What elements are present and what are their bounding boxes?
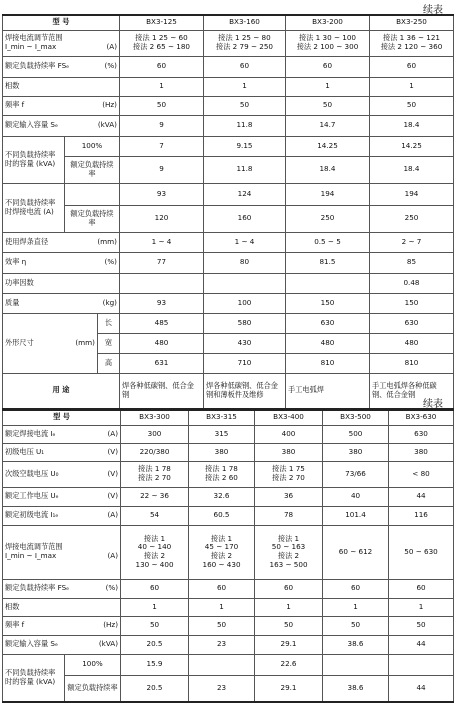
table-cell xyxy=(389,654,454,675)
table-cell: 1 ~ 4 xyxy=(120,232,204,252)
table-row xyxy=(3,616,454,635)
table-row xyxy=(3,506,454,525)
table-cell: 接法 1 50 ~ 163 接法 2 163 ~ 500 xyxy=(255,525,323,579)
table-row xyxy=(3,425,454,443)
table-cell: 116 xyxy=(389,506,454,525)
table-cell: 22 ~ 36 xyxy=(121,487,189,506)
table-cell: 60 xyxy=(323,579,389,598)
row-label: 额定负载持续率 FSₑ xyxy=(5,583,70,593)
sub-label: 长 xyxy=(98,313,120,333)
table-cell: 50 xyxy=(370,96,454,115)
unit-label: (V) xyxy=(107,446,119,456)
row-label: 用 途 xyxy=(3,373,120,409)
row-label: 频率 f xyxy=(5,100,25,110)
table-cell xyxy=(204,273,286,293)
model-name: BX3-400 xyxy=(255,410,323,425)
row-label: 使用焊条直径 xyxy=(5,236,49,246)
table-cell: 1 xyxy=(204,77,286,96)
table-cell: 101.4 xyxy=(323,506,389,525)
table-row xyxy=(3,293,454,313)
table-cell: 810 xyxy=(286,353,370,373)
table-cell: 81.5 xyxy=(286,252,370,273)
row-label: 相数 xyxy=(3,77,120,96)
table-cell: 85 xyxy=(370,252,454,273)
table-cell: 1 xyxy=(286,77,370,96)
table-cell: 1 xyxy=(120,77,204,96)
table-cell: 18.4 xyxy=(286,156,370,183)
table-row xyxy=(3,373,454,409)
table-row xyxy=(3,654,454,675)
model-name: BX3-500 xyxy=(323,410,389,425)
row-label: 次级空载电压 U₀ xyxy=(5,468,59,478)
row-label: 外形尺寸 xyxy=(5,337,34,347)
table-cell: 接法 1 30 ~ 100 接法 2 100 ~ 300 xyxy=(286,30,370,56)
table-cell: 78 xyxy=(255,506,323,525)
table-cell: 接法 1 25 ~ 60 接法 2 65 ~ 180 xyxy=(120,30,204,56)
table-cell: 9.15 xyxy=(204,136,286,156)
model-name: BX3-315 xyxy=(189,410,255,425)
table-cell xyxy=(286,273,370,293)
table-cell: 接法 1 25 ~ 80 接法 2 79 ~ 250 xyxy=(204,30,286,56)
model-name: BX3-630 xyxy=(389,410,454,425)
table-cell: 1 xyxy=(323,598,389,616)
table-row xyxy=(3,273,454,293)
table-cell: 73/66 xyxy=(323,461,389,487)
sub-label: 额定负载持续率 xyxy=(65,156,120,183)
table-row xyxy=(3,410,454,425)
row-label: 初级电压 U₁ xyxy=(5,446,45,456)
table-row xyxy=(3,579,454,598)
table-cell: 430 xyxy=(204,333,286,353)
table-cell: 9 xyxy=(120,115,204,136)
table-cell: 38.6 xyxy=(323,675,389,702)
unit-label: (A) xyxy=(107,428,119,438)
table-cell: 1 xyxy=(121,598,189,616)
table-row xyxy=(3,598,454,616)
range-label-line2: I_min ~ I_max xyxy=(5,551,57,560)
continued-label: 续表 xyxy=(423,399,443,410)
table-cell: 220/380 xyxy=(121,443,189,461)
table-cell: 32.6 xyxy=(189,487,255,506)
row-label: 额定焊接电流 Iₑ xyxy=(5,428,56,438)
unit-label: (Hz) xyxy=(102,100,117,110)
table-cell: 50 xyxy=(255,616,323,635)
table-cell: 14.7 xyxy=(286,115,370,136)
table-cell: 18.4 xyxy=(370,115,454,136)
row-label: 额定负载持续率 FSₑ xyxy=(5,61,70,71)
table-row xyxy=(3,525,454,579)
table-cell: 380 xyxy=(189,443,255,461)
table-cell: 50 xyxy=(389,616,454,635)
table-cell: 接法 1 78 接法 2 70 xyxy=(121,461,189,487)
table-row xyxy=(3,205,454,232)
table-cell: 23 xyxy=(189,675,255,702)
table-cell: 60 xyxy=(389,579,454,598)
table-row xyxy=(3,635,454,654)
table-cell: 0.5 ~ 5 xyxy=(286,232,370,252)
unit-label: (kg) xyxy=(102,297,117,307)
table-cell: 60 xyxy=(255,579,323,598)
table-cell: 50 xyxy=(121,616,189,635)
table-cell: 50 xyxy=(204,96,286,115)
table-cell: 接法 1 75 接法 2 70 xyxy=(255,461,323,487)
row-label: 额定输入容量 Sₑ xyxy=(5,120,58,130)
unit-label: (V) xyxy=(107,468,119,478)
table-cell: 11.8 xyxy=(204,156,286,183)
table-cell: 380 xyxy=(323,443,389,461)
row-label: 不同负载持续率时焊接电流 (A) xyxy=(3,183,65,232)
table-cell: 60 xyxy=(189,579,255,598)
row-label: 相数 xyxy=(3,598,121,616)
table-cell: 36 xyxy=(255,487,323,506)
table-row xyxy=(3,56,454,77)
table-cell: 29.1 xyxy=(255,675,323,702)
table-cell: 315 xyxy=(189,425,255,443)
table-cell: 29.1 xyxy=(255,635,323,654)
range-label-line1: 焊接电流调节范围 xyxy=(5,33,63,43)
table-cell: 150 xyxy=(286,293,370,313)
table-cell: 20.5 xyxy=(121,635,189,654)
unit-label: (mm) xyxy=(97,236,117,246)
unit-label: (A) xyxy=(107,551,119,560)
table-row xyxy=(3,252,454,273)
header-model-label: 型 号 xyxy=(3,15,120,30)
table-cell: 630 xyxy=(389,425,454,443)
unit-label: (%) xyxy=(105,583,119,593)
table-cell: 40 xyxy=(323,487,389,506)
table-row xyxy=(3,30,454,56)
table-cell: 480 xyxy=(370,333,454,353)
table-cell: 300 xyxy=(121,425,189,443)
table-cell: 手工电弧焊各种低碳钢、低合金钢 xyxy=(370,373,454,409)
table-cell: 接法 1 78 接法 2 60 xyxy=(189,461,255,487)
row-label: 频率 f xyxy=(5,620,25,630)
row-label: 不同负载持续率时的容量 (kVA) xyxy=(3,654,65,702)
table-cell: 接法 1 45 ~ 170 接法 2 160 ~ 430 xyxy=(189,525,255,579)
unit-label: (%) xyxy=(104,61,117,71)
unit-label: (V) xyxy=(107,491,119,501)
table-cell: 14.25 xyxy=(286,136,370,156)
table-cell: 0.48 xyxy=(370,273,454,293)
table-cell: 15.9 xyxy=(121,654,189,675)
unit-label: (kVA) xyxy=(98,639,119,649)
table-cell: 500 xyxy=(323,425,389,443)
table-cell: 7 xyxy=(120,136,204,156)
row-label: 功率因数 xyxy=(3,273,120,293)
model-name: BX3-200 xyxy=(286,15,370,30)
row-label: 额定输入容量 Sₑ xyxy=(5,639,58,649)
table-cell: 80 xyxy=(204,252,286,273)
table-cell: 50 xyxy=(286,96,370,115)
table-row xyxy=(3,156,454,183)
continued-label: 续表 xyxy=(423,5,443,16)
table-cell: 250 xyxy=(370,205,454,232)
table-row xyxy=(3,77,454,96)
table-cell: 194 xyxy=(370,183,454,205)
table-row xyxy=(3,487,454,506)
table-cell: 44 xyxy=(389,635,454,654)
table-cell xyxy=(189,654,255,675)
table-cell: 接法 1 40 ~ 140 接法 2 130 ~ 400 xyxy=(121,525,189,579)
table-cell: 631 xyxy=(120,353,204,373)
table-cell: 焊各种低碳钢、低合金钢 xyxy=(120,373,204,409)
table-cell: 54 xyxy=(121,506,189,525)
table-cell: 380 xyxy=(255,443,323,461)
table-cell: 93 xyxy=(120,183,204,205)
spec-table-2 xyxy=(2,409,454,703)
unit-label: (kVA) xyxy=(97,120,117,130)
unit-label: (A) xyxy=(107,510,119,520)
sub-label: 高 xyxy=(98,353,120,373)
table-cell: 480 xyxy=(286,333,370,353)
table-cell: 710 xyxy=(204,353,286,373)
table-cell: 60 xyxy=(120,56,204,77)
row-label: 效率 η xyxy=(5,257,27,267)
model-name: BX3-250 xyxy=(370,15,454,30)
row-label xyxy=(3,525,121,579)
table-cell: 810 xyxy=(370,353,454,373)
table-cell xyxy=(323,654,389,675)
spec-table-1 xyxy=(2,14,454,410)
model-name: BX3-125 xyxy=(120,15,204,30)
table-row xyxy=(3,15,454,30)
unit-label: (Hz) xyxy=(103,620,119,630)
table-cell: 60 ~ 612 xyxy=(323,525,389,579)
table-cell: 接法 1 36 ~ 121 接法 2 120 ~ 360 xyxy=(370,30,454,56)
table-cell: 400 xyxy=(255,425,323,443)
table-cell: 50 xyxy=(120,96,204,115)
table-row xyxy=(3,136,454,156)
table-cell: 手工电弧焊 xyxy=(286,373,370,409)
table-cell: 480 xyxy=(120,333,204,353)
table-cell: 77 xyxy=(120,252,204,273)
table-cell: 60 xyxy=(370,56,454,77)
table-cell: 1 ~ 4 xyxy=(204,232,286,252)
table-row xyxy=(3,115,454,136)
model-name: BX3-300 xyxy=(121,410,189,425)
table-cell: 50 xyxy=(189,616,255,635)
row-label: 质量 xyxy=(5,297,20,307)
table-row xyxy=(3,96,454,115)
unit-label: (mm) xyxy=(75,337,95,347)
header-model-label: 型 号 xyxy=(3,410,121,425)
table-cell: 焊各种低碳钢、低合金钢和薄板件及维修 xyxy=(204,373,286,409)
table-cell: 250 xyxy=(286,205,370,232)
table-cell: < 80 xyxy=(389,461,454,487)
table-cell: 38.6 xyxy=(323,635,389,654)
table-cell: 160 xyxy=(204,205,286,232)
model-name: BX3-160 xyxy=(204,15,286,30)
table-cell: 630 xyxy=(370,313,454,333)
table-cell: 1 xyxy=(370,77,454,96)
sub-label: 100% xyxy=(65,136,120,156)
table-cell: 124 xyxy=(204,183,286,205)
range-label-line2: I_min ~ I_max xyxy=(5,42,57,51)
row-label: 不同负载持续率时的容量 (kVA) xyxy=(3,136,65,183)
table-cell: 580 xyxy=(204,313,286,333)
sub-label: 额定负载持续率 xyxy=(65,675,121,702)
table-cell: 14.25 xyxy=(370,136,454,156)
table-cell: 60 xyxy=(121,579,189,598)
table-cell: 11.8 xyxy=(204,115,286,136)
table-cell: 22.6 xyxy=(255,654,323,675)
table-cell: 1 xyxy=(189,598,255,616)
table-cell: 44 xyxy=(389,675,454,702)
table-cell: 2 ~ 7 xyxy=(370,232,454,252)
table-cell: 194 xyxy=(286,183,370,205)
table-cell: 60 xyxy=(286,56,370,77)
table-cell: 60.5 xyxy=(189,506,255,525)
table-cell: 44 xyxy=(389,487,454,506)
table-row xyxy=(3,183,454,205)
table-cell: 50 xyxy=(323,616,389,635)
table-row xyxy=(3,313,454,333)
sub-label: 额定负载持续率 xyxy=(65,205,120,232)
table-cell: 93 xyxy=(120,293,204,313)
table-cell: 60 xyxy=(204,56,286,77)
unit-label: (A) xyxy=(106,42,117,51)
table-cell xyxy=(120,273,204,293)
sub-label: 宽 xyxy=(98,333,120,353)
table-row xyxy=(3,461,454,487)
table-cell: 120 xyxy=(120,205,204,232)
row-label xyxy=(3,30,120,56)
table-cell: 20.5 xyxy=(121,675,189,702)
table-cell: 50 ~ 630 xyxy=(389,525,454,579)
table-cell: 100 xyxy=(204,293,286,313)
table-row xyxy=(3,232,454,252)
table-row xyxy=(3,675,454,702)
table-cell: 23 xyxy=(189,635,255,654)
table-cell: 485 xyxy=(120,313,204,333)
table-cell: 380 xyxy=(389,443,454,461)
range-label-line1: 焊接电流调节范围 xyxy=(5,542,63,552)
row-label: 额定初级电流 I₁ₑ xyxy=(5,510,59,520)
table-cell: 1 xyxy=(255,598,323,616)
table-cell: 150 xyxy=(370,293,454,313)
table-cell: 9 xyxy=(120,156,204,183)
row-label: 额定工作电压 Uₑ xyxy=(5,491,59,501)
table-row xyxy=(3,443,454,461)
sub-label: 100% xyxy=(65,654,121,675)
table-cell: 1 xyxy=(389,598,454,616)
table-cell: 630 xyxy=(286,313,370,333)
unit-label: (%) xyxy=(104,257,117,267)
table-cell: 18.4 xyxy=(370,156,454,183)
